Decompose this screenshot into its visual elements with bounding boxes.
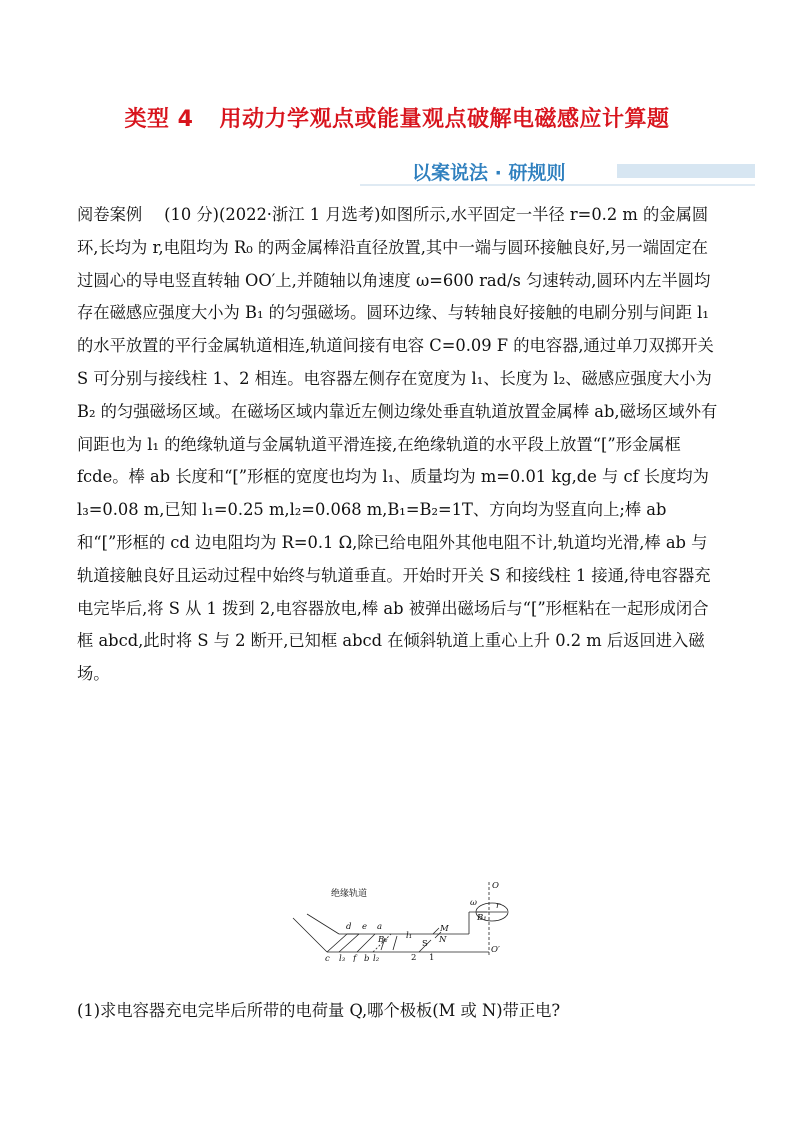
label-r: r [496, 901, 501, 911]
label-n: N [439, 935, 447, 945]
label-b: b [364, 954, 370, 962]
frame-fe [339, 934, 359, 952]
label-insulated-track: 绝缘轨道 [331, 889, 368, 899]
label-l1: l₁ [406, 931, 413, 941]
label-m: M [440, 924, 449, 934]
label-2: 2 [411, 953, 417, 962]
type-label: 类型 4 [124, 107, 194, 132]
label-c: c [325, 954, 330, 962]
rod-ab [357, 934, 375, 952]
label-omega: ω [470, 898, 477, 908]
banner-bar [617, 164, 755, 178]
label-a: a [377, 922, 383, 932]
problem-text: (10 分)(2022·浙江 1 月选考)如图所示,水平固定一半径 r=0.2 m 的金属圆环,长均为 r,电阻均为 R₀ 的两金属棒沿直径放置,其中一端与圆环接触良好,另一端固定在过圆心的导电竖直转轴 OO′上,并随轴以角速度 ω=600 rad/s 匀速转动,圆环内左半圆均存在磁感应强度大小为 B₁ 的匀强磁场。圆环边缘、与转轴良好接触的电刷分别与间距 l₁ 的水平放置的平行金属轨道相连,轨道间接有电容 C=0.09 F 的电容器,通过单刀双掷开关 S 可分别与接线柱 1、2 相连。电容器左侧存在宽度为 l₁、长度为 l₂、磁感应强度大小为 B₂ 的匀强磁场区域。在磁场区域内靠近左侧边缘处垂直轨道放置金属棒 ab,磁场区域外有间距也为 l₁ 的绝缘轨道与金属轨道平滑连接,在绝缘轨道的水平段上放置“[”形金属框 fcde。棒 ab 长度和“[”形框的宽度也均为 l₁、质量均为 m=0.01 kg,de 与 cf 长度均为 l₃=0.08 m,已知 l₁=0.25 m,l₂=0.068 m,B₁=B₂=1T、方向均为竖直向上;棒 ab 和“[”形框的 cd 边电阻均为 R=0.1 Ω,除已给电阻外其他电阻不计,轨道均光滑,棒 ab 与轨道接触良好且运动过程中始终与轨道垂直。开始时开关 S 和接线柱 1 接通,待电容器充电完毕后,将 S 从 1 拨到 2,电容器放电,棒 ab 被弹出磁场后与“[”形框粘在一起形成闭合框 abcd,此时将 S 与 2 断开,已知框 abcd 在倾斜轨道上重心上升 0.2 m 后返回进入磁场。 [77, 205, 718, 684]
problem-lead: 阅卷案例 [77, 205, 143, 224]
slope-line-2 [307, 914, 339, 934]
label-l2: l₂ [373, 954, 380, 962]
label-e: e [362, 922, 368, 932]
circuit-figure [289, 876, 517, 962]
label-b2: B₂ [378, 935, 388, 945]
label-l3: l₃ [339, 954, 346, 962]
label-o: O [492, 881, 499, 891]
section-title [0, 102, 794, 133]
label-o-prime: O′ [491, 945, 500, 955]
problem-body [77, 199, 722, 691]
label-f: f [353, 954, 357, 962]
frame-cd [327, 934, 347, 952]
capacitor-plate-m [433, 928, 439, 934]
field-arrow-2 [393, 936, 397, 950]
banner-text: 以案说法 · 研规则 [412, 162, 566, 184]
section-banner [360, 158, 755, 186]
label-s: S [422, 939, 428, 949]
label-d: d [346, 922, 352, 932]
label-b1: B₁ [477, 913, 487, 923]
label-1: 1 [429, 953, 435, 962]
title-text: 用动力学观点或能量观点破解电磁感应计算题 [219, 107, 670, 132]
question-1: (1)求电容器充电完毕后所带的电荷量 Q,哪个极板(M 或 N)带正电? [77, 1001, 561, 1020]
